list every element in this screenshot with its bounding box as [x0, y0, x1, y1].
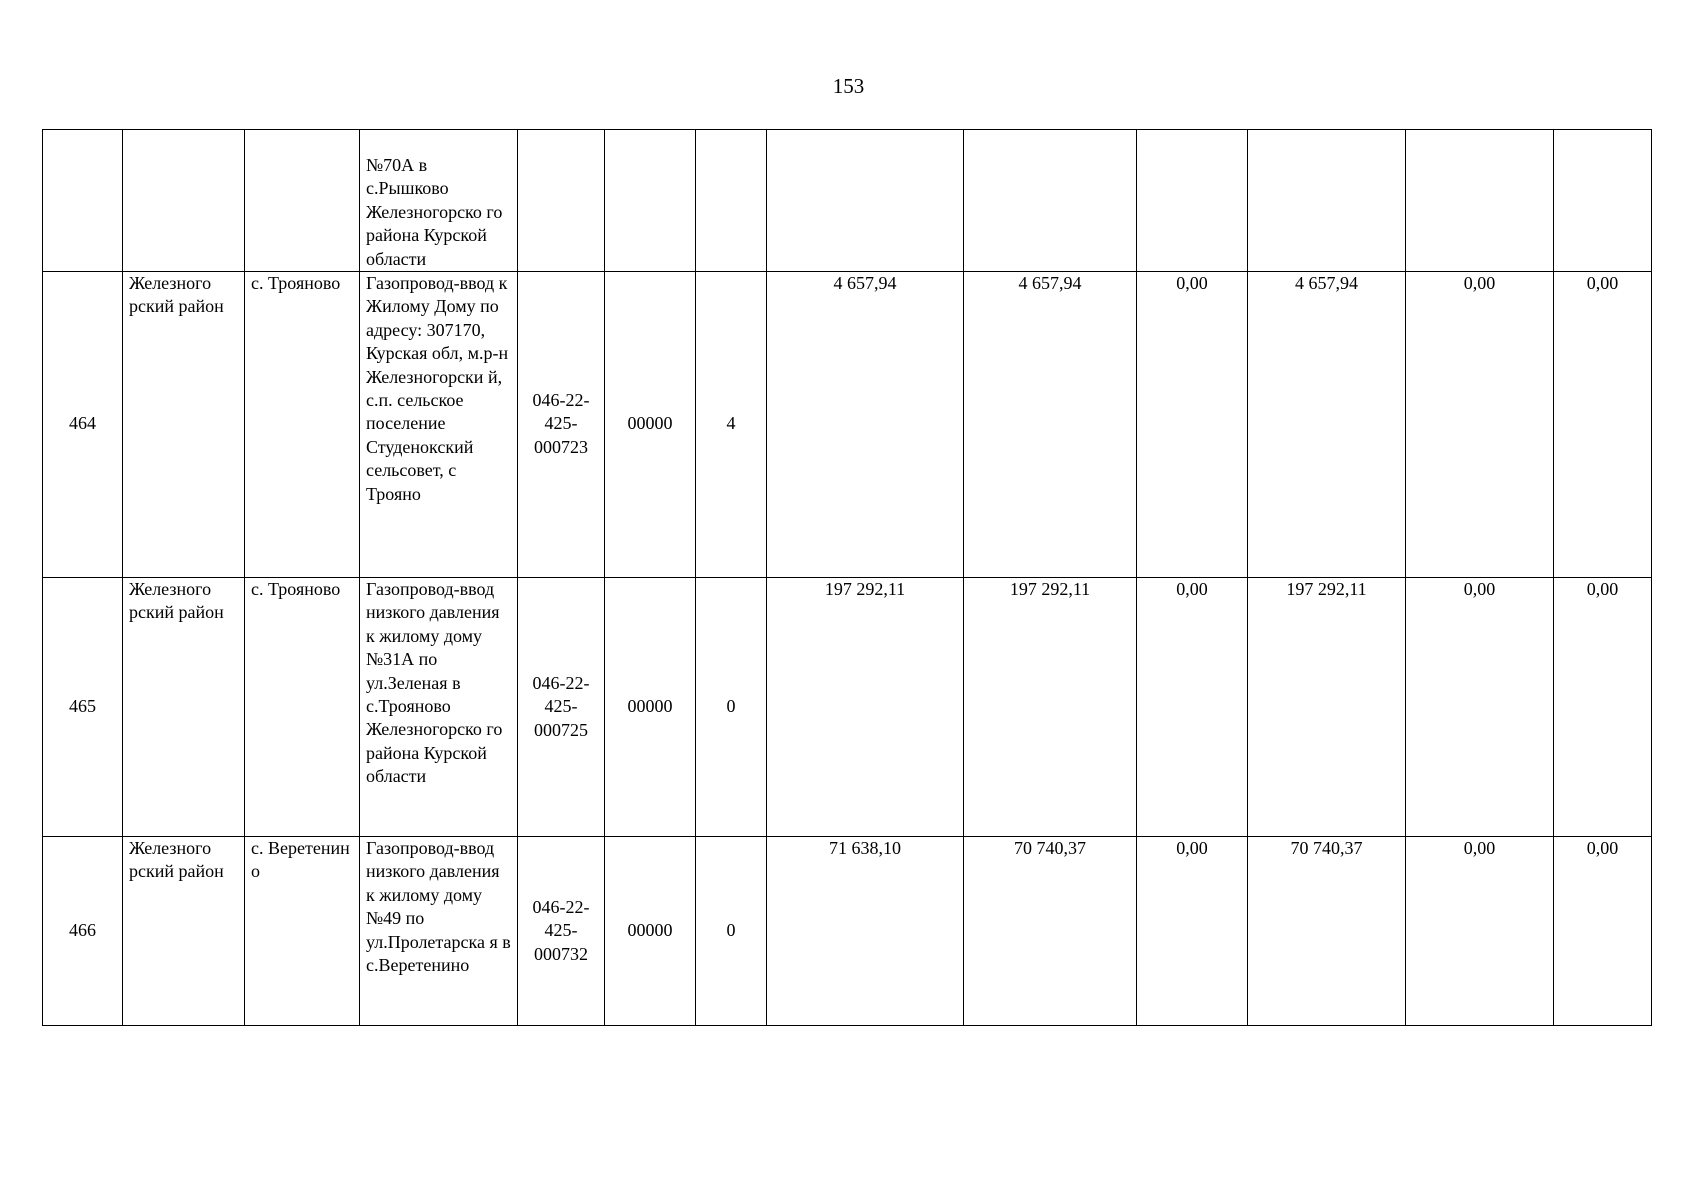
- district-cell: [123, 130, 245, 272]
- amount-cell-6: 0,00: [1554, 578, 1652, 837]
- amount-cell-6: 0,00: [1554, 837, 1652, 1026]
- code-cell: 046-22-425-000723: [518, 272, 605, 578]
- district-cell: Железного рский район: [123, 578, 245, 837]
- code-cell: [518, 130, 605, 272]
- amount-cell-2: 4 657,94: [964, 272, 1137, 578]
- quantity-cell: 0: [696, 837, 767, 1026]
- register-table: [42, 129, 1652, 1026]
- amount-cell-5: 0,00: [1406, 272, 1554, 578]
- description-cell: [360, 130, 518, 272]
- amount-cell-4: [1248, 130, 1406, 272]
- amount-cell-1: 197 292,11: [767, 578, 964, 837]
- amount-cell-5: [1406, 130, 1554, 272]
- amount-cell-1: 71 638,10: [767, 837, 964, 1026]
- amount-cell-4: 70 740,37: [1248, 837, 1406, 1026]
- table-row: [43, 272, 1652, 578]
- locality-cell: с. Трояново: [245, 578, 360, 837]
- page-number: 153: [832, 74, 865, 98]
- amount-cell-1: 4 657,94: [767, 272, 964, 578]
- description-text: №70А в с.Рышково Железногорско го района Курской области: [366, 154, 503, 269]
- amount-cell-4: 4 657,94: [1248, 272, 1406, 578]
- amount-cell-4: 197 292,11: [1248, 578, 1406, 837]
- district-cell: Железного рский район: [123, 837, 245, 1026]
- description-cell: Газопровод-ввод к Жилому Дому по адресу: 307170, Курская обл, м.р-н Железногорски й, с.п. сельское поселение Студенокский сельсовет, с Трояно: [360, 272, 518, 578]
- row-number-cell: 465: [43, 578, 123, 837]
- amount-cell-3: 0,00: [1137, 578, 1248, 837]
- row-number-cell: [43, 130, 123, 272]
- amount-cell-1: [767, 130, 964, 272]
- sub-code-cell: 00000: [605, 272, 696, 578]
- amount-cell-5: 0,00: [1406, 837, 1554, 1026]
- amount-cell-3: [1137, 130, 1248, 272]
- code-cell: 046-22-425-000732: [518, 837, 605, 1026]
- table-row: [43, 130, 1652, 272]
- quantity-cell: 0: [696, 578, 767, 837]
- amount-cell-6: 0,00: [1554, 272, 1652, 578]
- table-row: [43, 578, 1652, 837]
- locality-cell: с. Веретенин о: [245, 837, 360, 1026]
- amount-cell-6: [1554, 130, 1652, 272]
- district-cell: Железного рский район: [123, 272, 245, 578]
- amount-cell-2: [964, 130, 1137, 272]
- sub-code-cell: 00000: [605, 837, 696, 1026]
- table-row: [43, 837, 1652, 1026]
- code-cell: 046-22-425-000725: [518, 578, 605, 837]
- sub-code-cell: [605, 130, 696, 272]
- sub-code-cell: 00000: [605, 578, 696, 837]
- locality-cell: с. Трояново: [245, 272, 360, 578]
- quantity-cell: [696, 130, 767, 272]
- amount-cell-3: 0,00: [1137, 837, 1248, 1026]
- row-number-cell: 466: [43, 837, 123, 1026]
- amount-cell-3: 0,00: [1137, 272, 1248, 578]
- amount-cell-2: 197 292,11: [964, 578, 1137, 837]
- row-number-cell: 464: [43, 272, 123, 578]
- quantity-cell: 4: [696, 272, 767, 578]
- amount-cell-5: 0,00: [1406, 578, 1554, 837]
- amount-cell-2: 70 740,37: [964, 837, 1137, 1026]
- description-cell: Газопровод-ввод низкого давления к жилому дому №31А по ул.Зеленая в с.Трояново Железногорско го района Курской области: [360, 578, 518, 837]
- locality-cell: [245, 130, 360, 272]
- description-cell: Газопровод-ввод низкого давления к жилому дому №49 по ул.Пролетарска я в с.Веретенино: [360, 837, 518, 1026]
